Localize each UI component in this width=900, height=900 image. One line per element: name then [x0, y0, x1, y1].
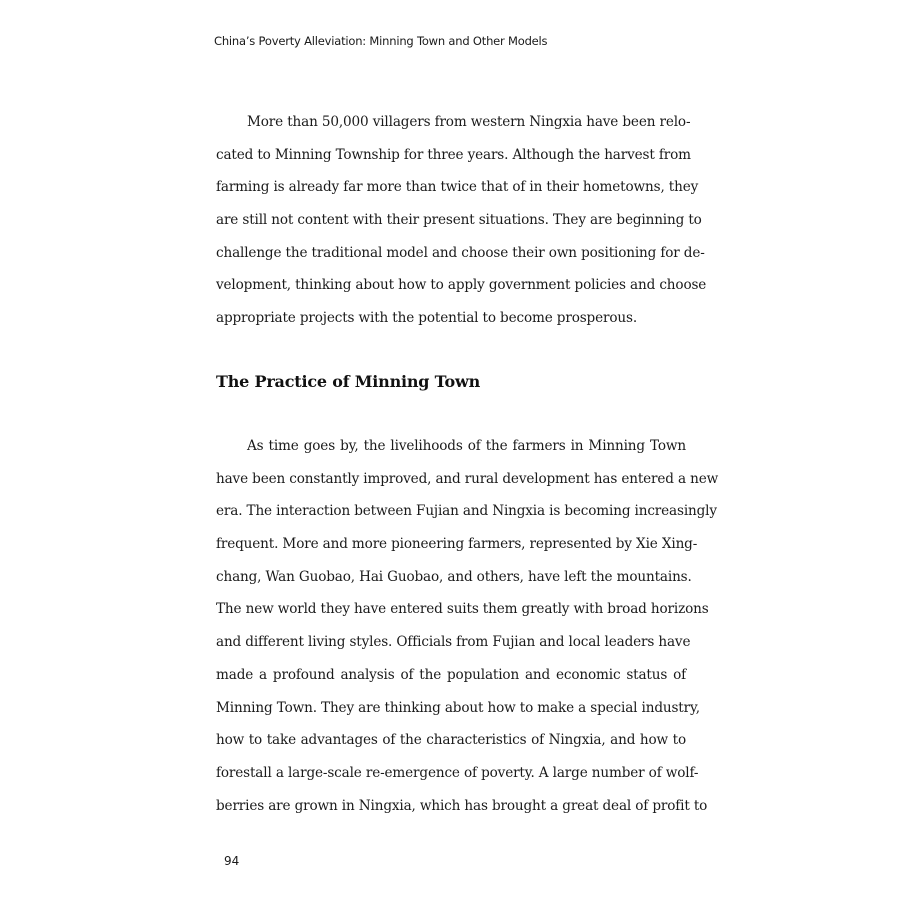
paragraph-line: More than 50,000 villagers from western Ningxia have been relo-	[247, 114, 691, 130]
paragraph-line: have been constantly improved, and rural development has entered a new	[216, 470, 719, 487]
paragraph-line: appropriate projects with the potential to become prosperous.	[216, 310, 637, 327]
paragraph-line: how to take advantages of the characteristics of Ningxia, and how to	[216, 732, 686, 749]
paragraph-line: berries are grown in Ningxia, which has brought a great deal of profit to	[216, 797, 708, 814]
paragraph-line: challenge the traditional model and choose their own positioning for de-	[216, 244, 705, 261]
paragraph-line: forestall a large-scale re-emergence of poverty. A large number of wolf-	[216, 764, 699, 781]
paragraph-line: The new world they have entered suits them greatly with broad horizons	[216, 601, 709, 618]
running-head: China’s Poverty Alleviation: Minning Town and Other Models	[214, 34, 548, 48]
paragraph-line: made a profound analysis of the population and economic status of	[216, 666, 686, 683]
paragraph-line: As time goes by, the livelihoods of the farmers in Minning Town	[247, 438, 686, 454]
paragraph-line: farming is already far more than twice that of in their hometowns, they	[216, 179, 699, 196]
paragraph-line: velopment, thinking about how to apply government policies and choose	[216, 277, 707, 294]
paragraph-line: chang, Wan Guobao, Hai Guobao, and others, have left the mountains.	[216, 568, 692, 585]
paragraph-2	[216, 430, 719, 822]
page-number: 94	[224, 854, 240, 868]
paragraph-line: cated to Minning Township for three years. Although the harvest from	[216, 146, 691, 163]
paragraph-1	[216, 106, 707, 335]
paragraph-line: era. The interaction between Fujian and Ningxia is becoming increasingly	[216, 503, 717, 520]
paragraph-line: Minning Town. They are thinking about how to make a special industry,	[216, 699, 700, 716]
section-heading: The Practice of Minning Town	[216, 372, 481, 391]
paragraph-line: frequent. More and more pioneering farmers, represented by Xie Xing-	[216, 536, 698, 553]
paragraph-line: are still not content with their present situations. They are beginning to	[216, 212, 702, 229]
paragraph-line: and different living styles. Officials from Fujian and local leaders have	[216, 634, 691, 651]
